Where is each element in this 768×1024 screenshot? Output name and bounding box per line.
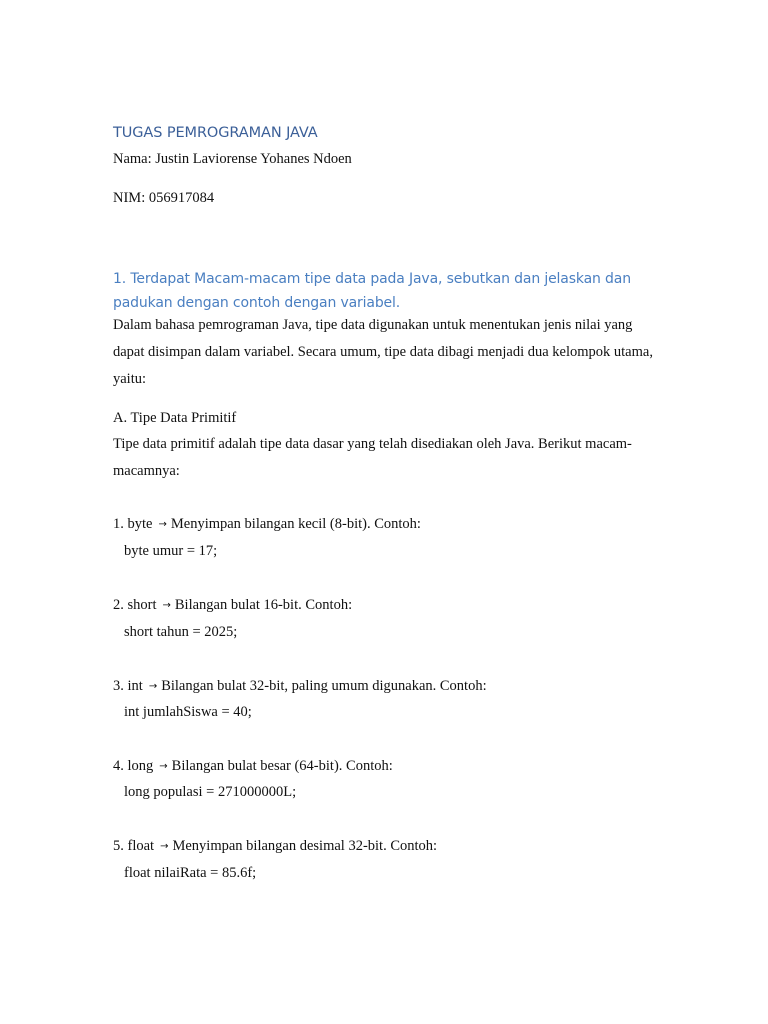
arrow-right-icon: → xyxy=(159,761,168,772)
list-item-short xyxy=(113,592,352,619)
type-label: 5. float xyxy=(113,838,155,854)
type-label: 1. byte xyxy=(113,516,153,532)
student-nim: NIM: 056917084 xyxy=(113,190,215,206)
list-item-float xyxy=(113,833,437,860)
section-a-heading: A. Tipe Data Primitif xyxy=(113,410,237,426)
type-description: Bilangan bulat 16-bit. Contoh: xyxy=(174,597,353,613)
intro-paragraph: Dalam bahasa pemrograman Java, tipe data digunakan untuk menentukan jenis nilai yang dapat disimpan dalam variabel. Secara umum, tipe data dibagi menjadi dua kelompok utama, yaitu: xyxy=(113,317,653,387)
type-description: Menyimpan bilangan kecil (8-bit). Contoh: xyxy=(170,516,421,532)
type-description: Menyimpan bilangan desimal 32-bit. Contoh: xyxy=(172,838,438,854)
document-title: TUGAS PEMROGRAMAN JAVA xyxy=(113,125,318,141)
question-heading: 1. Terdapat Macam-macam tipe data pada Java, sebutkan dan jelaskan dan padukan dengan contoh dengan variabel. xyxy=(113,271,631,311)
arrow-right-icon: → xyxy=(158,519,167,530)
code-example-long: long populasi = 271000000L; xyxy=(124,784,297,800)
list-item-byte xyxy=(113,511,421,538)
type-label: 4. long xyxy=(113,758,154,774)
arrow-right-icon: → xyxy=(162,600,171,611)
code-example-float: float nilaiRata = 85.6f; xyxy=(124,865,257,881)
section-a-paragraph: Tipe data primitif adalah tipe data dasar yang telah disediakan oleh Java. Berikut macam-macamnya: xyxy=(113,436,632,479)
code-example-byte: byte umur = 17; xyxy=(124,543,218,559)
type-label: 2. short xyxy=(113,597,157,613)
type-label: 3. int xyxy=(113,678,143,694)
arrow-right-icon: → xyxy=(148,681,158,692)
code-example-int: int jumlahSiswa = 40; xyxy=(124,704,252,720)
list-item-long xyxy=(113,753,393,780)
arrow-right-icon: → xyxy=(160,841,169,852)
list-item-int xyxy=(113,673,487,700)
type-description: Bilangan bulat 32-bit, paling umum digunakan. Contoh: xyxy=(161,678,487,694)
type-description: Bilangan bulat besar (64-bit). Contoh: xyxy=(171,758,393,774)
student-name: Nama: Justin Laviorense Yohanes Ndoen xyxy=(113,151,352,167)
code-example-short: short tahun = 2025; xyxy=(124,624,238,640)
